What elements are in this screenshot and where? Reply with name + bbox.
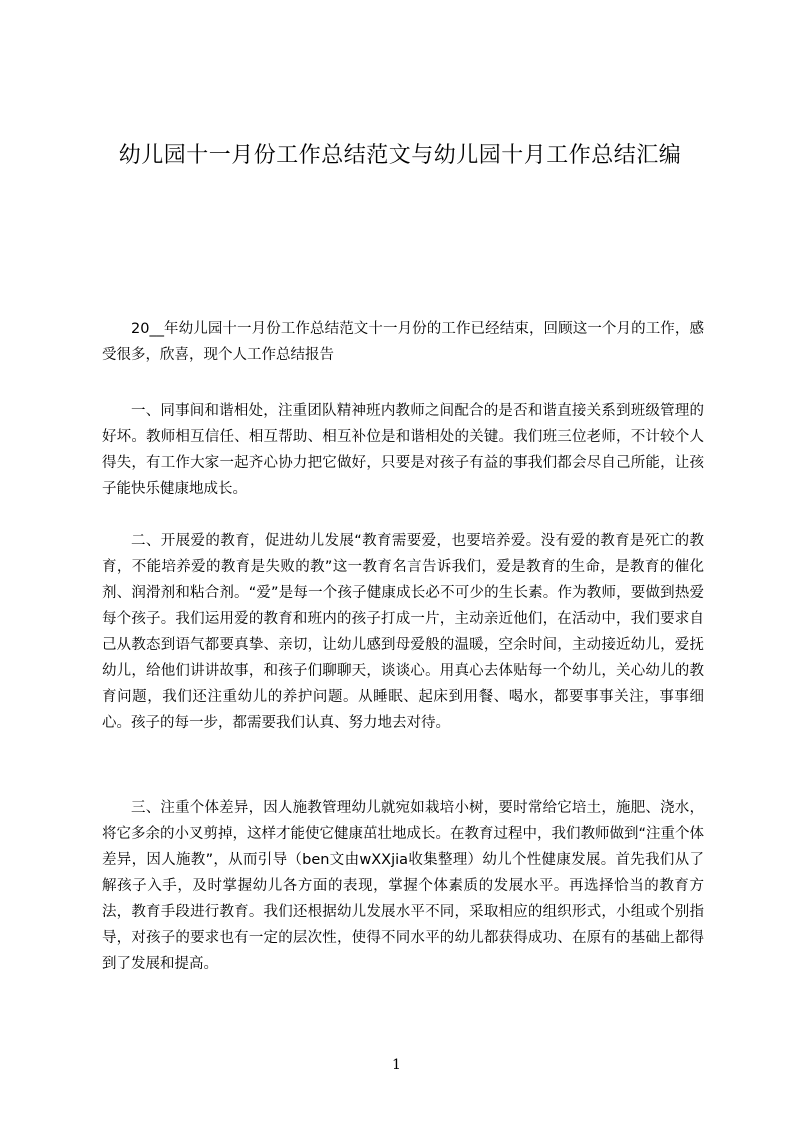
paragraph-intro: 20__年幼儿园十一月份工作总结范文十一月份的工作已经结束，回顾这一个月的工作，感受很多，欣喜，现个人工作总结报告: [102, 321, 704, 363]
paragraph-section-1: 一、同事间和谐相处，注重团队精神班内教师之间配合的是否和谐直接关系到班级管理的好坏。教师相互信任、相互帮助、相互补位是和谐相处的关键。我们班三位老师，不计较个人得失，有工作大家一起齐心协力把它做好，只要是对孩子有益的事我们都会尽自己所能，让孩子能快乐健康地成长。: [102, 403, 704, 497]
paragraph-section-3: 三、注重个体差异，因人施教管理幼儿就宛如栽培小树，要时常给它培土，施肥、浇水，将它多余的小叉剪掉，这样才能使它健康茁壮地成长。在教育过程中，我们教师做到“注重个体差异，因人施教”，从而引导（ben文由wXXjia收集整理）幼儿个性健康发展。首先我们从了解孩子入手，及时掌握幼儿各方面的表现，掌握个体素质的发展水平。再选择恰当的教育方法，教育手段进行教育。我们还根据幼儿发展水平不同，采取相应的组织形式，小组或个别指导，对孩子的要求也有一定的层次性，使得不同水平的幼儿都获得成功、在原有的基础上都得到了发展和提高。: [102, 800, 705, 972]
page-number: 1: [392, 1057, 401, 1073]
document-title: 幼儿园十一月份工作总结范文与幼儿园十月工作总结汇编: [118, 143, 682, 168]
paragraph-section-2: 二、开展爱的教育，促进幼儿发展“教育需要爱，也要培养爱。没有爱的教育是死亡的教育，不能培养爱的教育是失败的教”这一教育名言告诉我们，爱是教育的生命，是教育的催化剂、润滑剂和粘合剂。“爱”是每一个孩子健康成长必不可少的生长素。作为教师，要做到热爱每个孩子。我们运用爱的教育和班内的孩子打成一片，主动亲近他们，在活动中，我们要求自己从教态到语气都要真挚、亲切，让幼儿感到母爱般的温暖，空余时间，主动接近幼儿，爱抚幼儿，给他们讲讲故事，和孩子们聊聊天，谈谈心。用真心去体贴每一个幼儿，关心幼儿的教育问题，我们还注重幼儿的养护问题。从睡眠、起床到用餐、喝水，都要事事关注，事事细心。孩子的每一步，都需要我们认真、努力地去对待。: [102, 533, 704, 731]
